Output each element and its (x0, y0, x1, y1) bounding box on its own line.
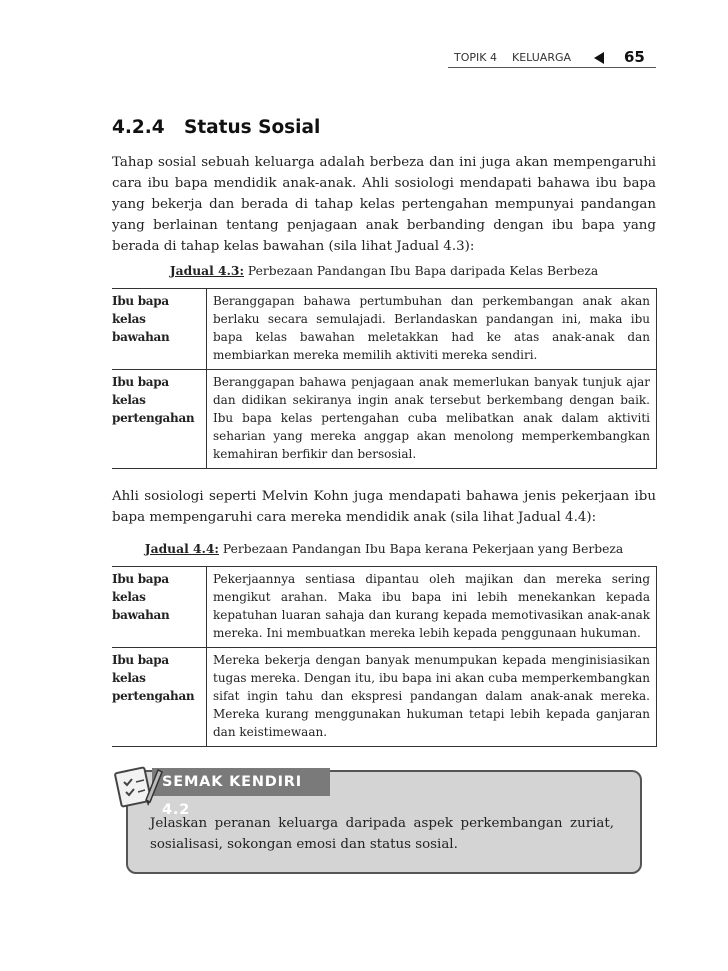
header-chapter: KELUARGA (512, 51, 572, 64)
header-rule (448, 67, 656, 68)
header-topic: TOPIK 4 (454, 51, 497, 64)
caption-label: Jadual 4.4: (144, 541, 219, 556)
self-check-question: Jelaskan peranan keluarga daripada aspek perkembangan zuriat, sosialisasi, sokongan emosi dan status sosial. (150, 816, 614, 852)
table-caption-4-4 (112, 541, 656, 556)
paragraph-2: Ahli sosiologi seperti Melvin Kohn juga mendapati bahawa jenis pekerjaan ibu bapa mempengaruhi cara mereka mendidik anak (sila lihat Jadual 4.4): (112, 489, 656, 525)
table-4-3 (112, 288, 657, 469)
row-text: Beranggapan bahawa pertumbuhan dan perkembangan anak akan berlaku secara semulajadi. Berlandaskan pandangan ini, maka ibu bapa kelas bawahan meletakkan had ke atas anak-anak dan membiarkan mereka memilih aktiviti mereka sendiri. (207, 289, 657, 370)
self-check-title: SEMAK KENDIRI 4.2 (152, 768, 330, 796)
table-4-4 (112, 566, 657, 747)
caption-text: Perbezaan Pandangan Ibu Bapa kerana Pekerjaan yang Berbeza (218, 542, 624, 556)
page-number: 65 (624, 48, 645, 66)
table-row (112, 370, 657, 469)
table-row (112, 567, 657, 648)
row-text: Beranggapan bahawa penjagaan anak memerlukan banyak tunjuk ajar dan didikan sekiranya ingin anak tersebut berkembang dengan baik. Ibu bapa kelas pertengahan cuba melibatkan anak dalam aktiviti seharian yang mereka anggap akan menolong memperkembangkan kemahiran berfikir dan bersosial. (207, 370, 657, 469)
row-label: Ibu bapa kelas bawahan (112, 567, 207, 648)
row-text: Mereka bekerja dengan banyak menumpukan kepada menginisiasikan tugas mereka. Dengan itu, ibu bapa ini akan cuba memperkembangkan sifat ingin tahu dan ekspresi pandangan dalam anak-anak mereka. Mereka kurang menggunakan hukuman tetapi lebih kepada ganjaran dan keistimewaan. (207, 648, 657, 747)
row-label: Ibu bapa kelas pertengahan (112, 370, 207, 469)
section-heading (112, 117, 320, 138)
row-label: Ibu bapa kelas pertengahan (112, 648, 207, 747)
section-number: 4.2.4 (112, 117, 165, 138)
row-text: Pekerjaannya sentiasa dipantau oleh majikan dan mereka sering mengikut arahan. Maka ibu bapa ini lebih menekankan kepada kepatuhan luaran sahaja dan kurang kepada memotivasikan anak-anak mereka. Ini membuatkan mereka lebih kepada penggunaan hukuman. (207, 567, 657, 648)
caption-label: Jadual 4.3: (169, 263, 244, 278)
table-caption-4-3 (112, 263, 656, 278)
table-row (112, 289, 657, 370)
left-triangle-icon (594, 52, 604, 64)
table-row (112, 648, 657, 747)
caption-text: Perbezaan Pandangan Ibu Bapa daripada Kelas Berbeza (244, 264, 599, 278)
paragraph-1: Tahap sosial sebuah keluarga adalah berbeza dan ini juga akan mempengaruhi cara ibu bapa mendidik anak-anak. Ahli sosiologi mendapati bahawa ibu bapa yang bekerja dan berada di tahap kelas pertengahan mempunyai pandangan yang berlainan tentang penjagaan anak berbanding dengan ibu bapa yang berada di tahap kelas bawahan (sila lihat Jadual 4.3): (112, 155, 656, 254)
section-title: Status Sosial (184, 117, 321, 138)
running-header (448, 48, 656, 66)
row-label: Ibu bapa kelas bawahan (112, 289, 207, 370)
checklist-pencil-icon (112, 760, 164, 812)
